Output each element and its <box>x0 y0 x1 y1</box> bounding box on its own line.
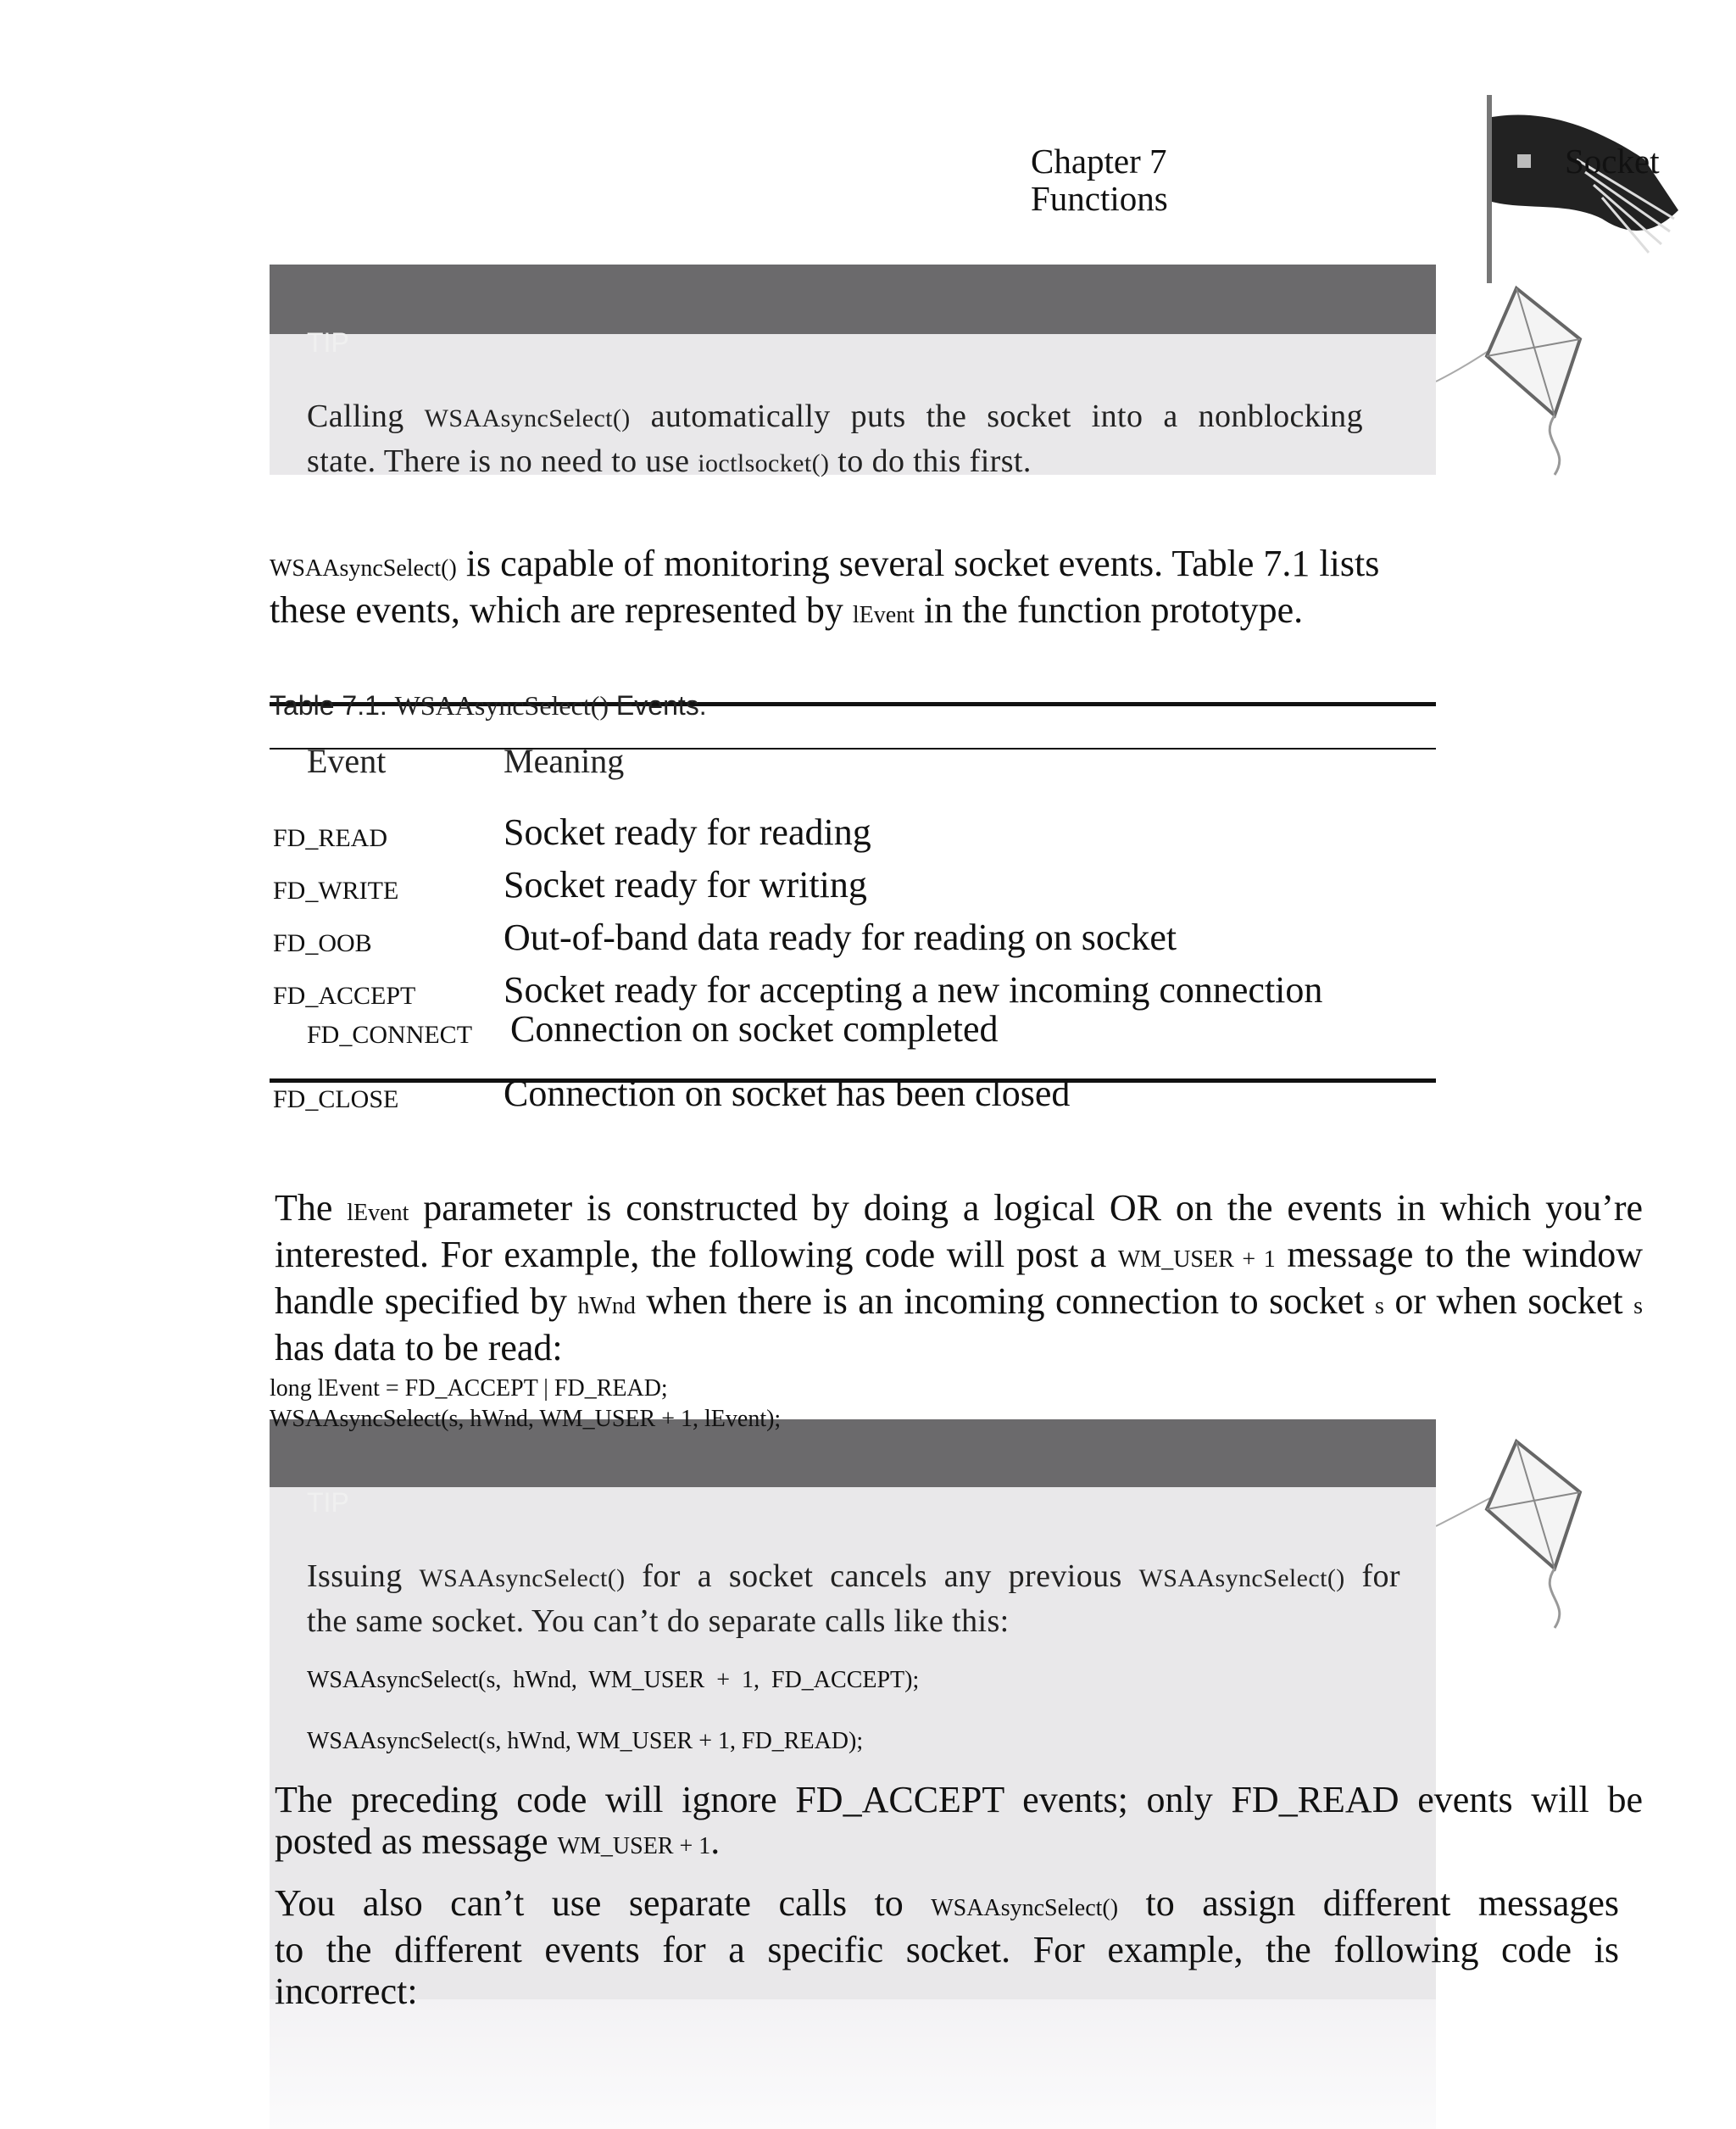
text-run: for <box>1344 1558 1400 1594</box>
text-run: the same socket. You can’t do separate calls like this: <box>307 1603 1010 1639</box>
section-label: Socket <box>1565 142 1660 181</box>
paragraph-line <box>275 1970 1619 2012</box>
tip-line <box>307 1555 1400 1600</box>
text-run: The <box>275 1187 348 1229</box>
code-line: WSAAsyncSelect(s, hWnd, WM_USER + 1, FD_READ); <box>307 1728 864 1754</box>
tip-label: TIP <box>307 1487 349 1518</box>
paragraph-line <box>275 1327 1643 1368</box>
table-cell-meaning: Out-of-band data ready for reading on socket <box>504 917 1177 958</box>
paragraph-line <box>275 1280 1643 1327</box>
table-cell-event: FD_OOB <box>273 929 372 957</box>
caption-prefix: Table 7.1. <box>270 690 395 721</box>
paragraph-line <box>275 1820 1643 1867</box>
kite-graphic <box>1436 1433 1597 1636</box>
table-cell-event: FD_WRITE <box>273 877 399 905</box>
text-run: for a socket cancels any previous <box>625 1558 1139 1594</box>
inline-code: WSAAsyncSelect() <box>931 1895 1119 1921</box>
text-run: parameter is constructed by doing a logical OR on the events in which you’re <box>409 1187 1643 1229</box>
inline-code: WSAAsyncSelect() <box>424 404 631 432</box>
table-cell-event: FD_CLOSE <box>273 1085 399 1113</box>
text-run: these events, which are represented by <box>270 589 853 631</box>
inline-code: s <box>1374 1293 1384 1319</box>
table-caption <box>270 690 707 722</box>
text-run: message to the window <box>1275 1234 1644 1275</box>
text-run: You also can’t use separate calls to <box>275 1882 932 1924</box>
text-run: or when socket <box>1383 1280 1634 1322</box>
chapter-heading <box>1031 142 1168 217</box>
table-cell-meaning: Connection on socket completed <box>510 1008 999 1050</box>
table-header-rule <box>270 748 1436 750</box>
inline-code: WSAAsyncSelect() <box>419 1564 626 1592</box>
table-cell-event: FD_ACCEPT <box>273 982 416 1010</box>
code-line: WSAAsyncSelect(s, hWnd, WM_USER + 1, lEvent); <box>270 1406 782 1432</box>
paragraph-line <box>275 1234 1643 1280</box>
section-title <box>1517 142 1660 180</box>
caption-code: WSAAsyncSelect() <box>394 690 609 721</box>
levent-paragraph <box>275 1187 1643 1368</box>
windsock-graphic <box>1475 109 1687 278</box>
inline-code: WSAAsyncSelect() <box>1138 1564 1345 1592</box>
text-run: automatically puts the socket into a nonblocking <box>630 398 1363 434</box>
text-run: Calling <box>307 398 425 434</box>
inline-code: ioctlsocket() <box>698 449 830 477</box>
table-cell-meaning: Connection on socket has been closed <box>504 1073 1071 1114</box>
ignore-paragraph <box>275 1779 1643 1867</box>
paragraph-line <box>275 1929 1619 1970</box>
inline-code: lEvent <box>347 1200 409 1226</box>
text-run: handle specified by <box>275 1280 578 1322</box>
inline-code: s <box>1633 1293 1643 1319</box>
tip-header-bar <box>270 265 1436 334</box>
text-run: to do this first. <box>829 443 1032 479</box>
paragraph-line <box>275 1882 1619 1929</box>
square-bullet-icon <box>1517 154 1531 168</box>
inline-code: WSAAsyncSelect() <box>270 555 457 582</box>
text-run: when there is an incoming connection to socket <box>635 1280 1375 1322</box>
table-cell-meaning: Socket ready for reading <box>504 811 871 853</box>
kite-graphic <box>1436 280 1597 483</box>
caption-suffix: Events. <box>609 690 707 721</box>
text-run: is capable of monitoring several socket events. Table 7.1 lists <box>456 543 1380 584</box>
tip-text <box>307 395 1363 485</box>
inline-code: hWnd <box>577 1293 636 1319</box>
code-line: long lEvent = FD_ACCEPT | FD_READ; <box>270 1375 668 1402</box>
tip-text <box>307 1555 1400 1642</box>
table-cell-event: FD_READ <box>273 824 388 852</box>
inline-code: WM_USER + 1 <box>1117 1246 1276 1273</box>
text-run: interested. For example, the following code will post a <box>275 1234 1118 1275</box>
code-line: WSAAsyncSelect(s, hWnd, WM_USER + 1, FD_ACCEPT); <box>307 1667 920 1693</box>
table-cell-event: FD_CONNECT <box>307 1021 473 1049</box>
page-fade <box>270 1999 1436 2129</box>
paragraph-line <box>275 1187 1643 1234</box>
text-run: to the different events for a specific socket. For example, the following code is <box>275 1929 1619 1970</box>
tip-line <box>307 395 1363 440</box>
paragraph-line <box>270 589 1460 636</box>
text-run: state. There is no need to use <box>307 443 698 479</box>
paragraph-line <box>275 1779 1643 1820</box>
chapter-subtitle: Functions <box>1031 179 1168 218</box>
intro-paragraph <box>270 543 1460 636</box>
text-run: Issuing <box>307 1558 420 1594</box>
column-header-meaning: Meaning <box>504 742 625 780</box>
text-run: The preceding code will ignore FD_ACCEPT events; only FD_READ events will be <box>275 1779 1643 1820</box>
text-run: has data to be read: <box>275 1327 563 1368</box>
chapter-title: Chapter 7 <box>1031 142 1167 181</box>
text-run: incorrect: <box>275 1970 418 2012</box>
column-header-event: Event <box>307 742 387 780</box>
separate-paragraph <box>275 1882 1619 2012</box>
text-run: . <box>710 1820 721 1862</box>
inline-code: WM_USER + 1 <box>557 1833 711 1859</box>
paragraph-line <box>270 543 1460 589</box>
table-cell-meaning: Socket ready for accepting a new incoming connection <box>504 969 1323 1011</box>
text-run: in the function prototype. <box>914 589 1304 631</box>
tip-label: TIP <box>307 327 349 358</box>
text-run: to assign different messages <box>1118 1882 1620 1924</box>
table-cell-meaning: Socket ready for writing <box>504 864 867 906</box>
tip-line <box>307 1600 1400 1642</box>
inline-code: lEvent <box>852 602 915 628</box>
tip-line <box>307 440 1363 485</box>
text-run: posted as message <box>275 1820 558 1862</box>
